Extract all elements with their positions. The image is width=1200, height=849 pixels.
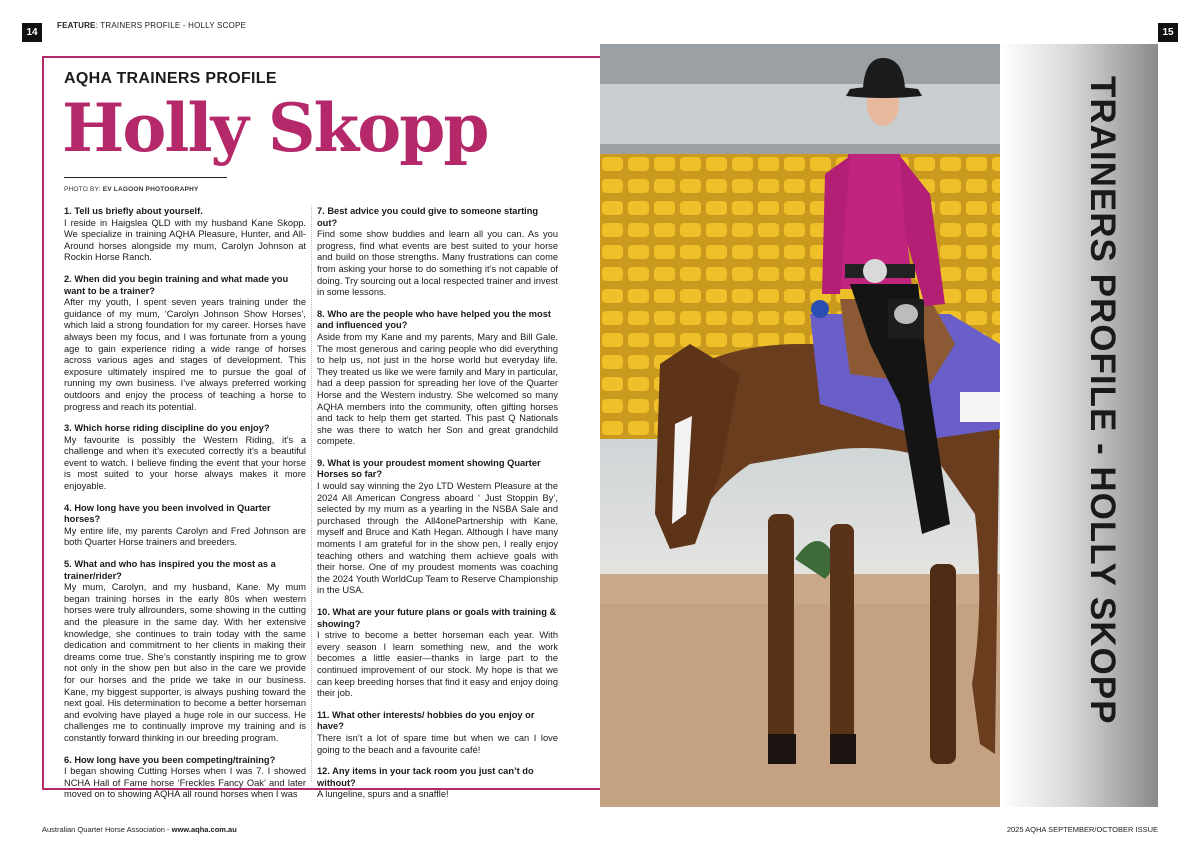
answer: Aside from my Kane and my parents, Mary and Bill Gale. The most generous and caring people who did everything to help us, not just in the horse world but everyday life. They treated us like we were family and Mary in particular, had a deep passion for spreading her love of the Quarter Horse and the Western industry. She welcomed so many AQHA members into the community, often gifting horses and tack to help them get started. This past Q Nationals she was there to watch her Son and great grandchild compete. <box>317 331 558 447</box>
question: 6. How long have you been competing/training? <box>64 754 276 765</box>
answer: My mum, Carolyn, and my husband, Kane. My mum began training horses in the early 80s when western horses were truly allrounders, some showing in the cutting and the pleasure in the same day. With her extensive knowledge, she continues to train today with the same dedication and commitment to her clients in making their dreams come true. She’s constantly inspiring me to grow not only in the show pen but also in the care we provide for our horses and the pride we take in our business. Kane, my biggest supporter, is always pushing toward the next goal. His determination to become a better horseman and evolving have played a huge role in our success. He challenges me to continually improve my training and is constantly forward thinking in our breeding program. <box>64 582 306 743</box>
question: 8. Who are the people who have helped you the most and influenced you? <box>317 308 552 331</box>
question: 12. Any items in your tack room you just can’t do without? <box>317 766 534 788</box>
photo-credit <box>64 186 199 193</box>
answer: A lungeline, spurs and a snaffle! <box>317 789 449 800</box>
footer-right: 2025 AQHA SEPTEMBER/OCTOBER ISSUE <box>1006 825 1158 834</box>
header-text: TRAINERS PROFILE - HOLLY SCOPE <box>100 21 247 30</box>
qa-item <box>64 206 306 264</box>
answer: I began showing Cutting Horses when I was 7. I showed NCHA Hall of Fame horse ‘Freckles Fancy Oak’ and later moved on to showing AQHA all round horses when I was <box>64 766 306 800</box>
footer-org: Australian Quarter Horse Association - <box>42 825 172 834</box>
question: 4. How long have you been involved in Quarter horses? <box>64 502 271 525</box>
answer: I would say winning the 2yo LTD Western Pleasure at the 2024 All American Congress aboard ‘ Just Stoppin By’, selected by my mum as a yearling in the NSBA Sale and purchased through the All4onePartnership with Kane, myself and Bruce and Kath Hegan. Although I have many moments I am grateful for in the show pen, I really enjoy teaching others and watching them achieve goals with their horse. One of my proudest moments was coaching the 2024 Youth WorldCup Team to Reserve Championship in the USA. <box>317 481 558 596</box>
answer: There isn’t a lot of spare time but when we can I love going to the beach and a favourite café! <box>317 732 558 755</box>
frame-left-line <box>42 56 44 789</box>
answer: My entire life, my parents Carolyn and Fred Johnson are both Quarter Horse trainers and breeders. <box>64 525 306 548</box>
header-section: FEATURE <box>57 21 96 30</box>
question: 5. What and who has inspired you the most as a trainer/rider? <box>64 559 276 581</box>
answer: My favourite is possibly the Western Riding, it’s a challenge and when it’s executed correctly it’s a beautiful event to watch. I believe finding the event that your horse is most suited to your horse always makes it more enjoyable. <box>64 434 306 492</box>
question: 10. What are your future plans or goals with training & showing? <box>317 607 557 629</box>
article-kicker: AQHA TRAINERS PROFILE <box>64 70 277 87</box>
page-number-right: 15 <box>1158 23 1178 42</box>
side-title-wrap <box>1062 76 1142 776</box>
answer: I reside in Haigslea QLD with my husband Kane Skopp. We specialize in training AQHA Pleasure, Hunter, and All-Around horses alongside my mum, Carolyn Johnson at Rockin Horse Ranch. <box>64 217 306 263</box>
header-separator: : <box>95 21 101 30</box>
qa-item <box>317 766 558 801</box>
qa-item <box>317 206 558 299</box>
answer: I strive to become a better horseman each year. With every season I learn something new, and the work becomes a little easier—thanks in large part to the continued improvement of our stock. My hope is that we can keep breeding horses that find it easy and enjoy doing their job. <box>317 630 558 699</box>
title-rule <box>64 177 227 178</box>
column-separator <box>311 206 312 781</box>
rider-on-horse-illustration <box>600 44 1000 807</box>
answer: Find some show buddies and learn all you can. As you progress, find what events are best suited to your horse and build on those strengths. Many frustrations can come from asking your horse to do something it’s not capable of doing. Try sourcing out a local respected trainer and invest in some lessons. <box>317 229 558 298</box>
page-number-left: 14 <box>22 23 42 42</box>
qa-item <box>64 423 306 493</box>
qa-item <box>317 607 558 700</box>
article-column-right <box>317 206 558 811</box>
qa-item <box>317 710 558 756</box>
footer-url[interactable]: www.aqha.com.au <box>171 825 237 834</box>
article-title: Holly Skopp <box>62 89 488 167</box>
footer-left <box>42 825 237 834</box>
feature-photo <box>600 44 1000 807</box>
side-title: TRAINERS PROFILE - HOLLY SKOPP <box>1083 76 1122 725</box>
question: 9. What is your proudest moment showing Quarter Horses so far? <box>317 457 541 480</box>
running-header <box>57 21 246 30</box>
article-column-left <box>64 206 306 811</box>
question: 3. Which horse riding discipline do you enjoy? <box>64 423 270 434</box>
answer: After my youth, I spent seven years training under the guidance of my mum, ‘Carolyn Johnson Show Horses’, which laid a strong foundation for my career. Horses have always been my focus, and I was fortunate from a young age to gain experience riding a wide range of horses across various ages and stages of development. This exposure ultimately inspired me to pursue the goal of running my own business. I’ve always preferred working outdoors and enjoy the process of teaching a horse to progress and reach its potential. <box>64 297 306 412</box>
photo-credit-name: EV LAGOON PHOTOGRAPHY <box>102 186 199 193</box>
photo-credit-label: PHOTO BY: <box>64 186 103 193</box>
qa-item <box>64 274 306 413</box>
question: 11. What other interests/ hobbies do you enjoy or have? <box>317 709 535 732</box>
qa-item <box>64 503 306 549</box>
qa-item <box>64 755 306 801</box>
qa-item <box>317 309 558 448</box>
question: 7. Best advice you could give to someone starting out? <box>317 206 539 228</box>
question: 2. When did you begin training and what made you want to be a trainer? <box>64 273 289 296</box>
question: 1. Tell us briefly about yourself. <box>64 206 203 216</box>
qa-item <box>64 559 306 745</box>
qa-item <box>317 458 558 597</box>
